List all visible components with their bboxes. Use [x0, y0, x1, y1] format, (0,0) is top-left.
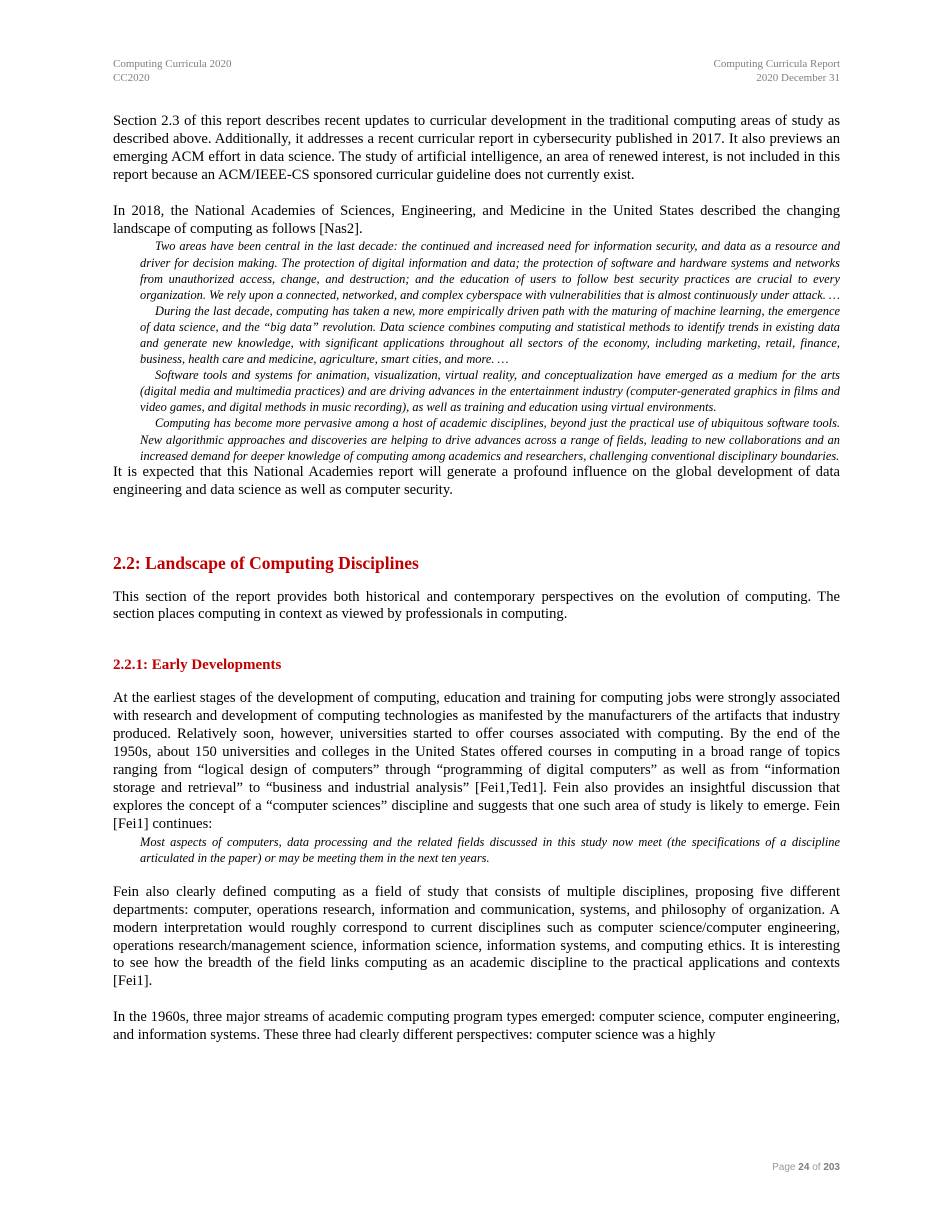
quote-paragraph: Computing has become more pervasive among a host of academic disciplines, beyond just the practical use of ubiquitous software tools. New algorithmic approaches and discoveries are helping to drive advances across a range of fields, leading to new collaborations and an increased demand for deeper knowledge of computing among academics and researchers, challenging conventional disciplinary boundaries. — [140, 416, 840, 463]
paragraph: In 2018, the National Academies of Sciences, Engineering, and Medicine in the United States described the changing landscape of computing as follows [Nas2]. — [113, 202, 840, 237]
quote-paragraph: Most aspects of computers, data processing and the related fields discussed in this study now meet (the specifications of a discipline articulated in the paper) or may be meeting them in the next ten years. — [140, 834, 840, 865]
page-footer — [772, 1162, 840, 1173]
section-heading: 2.2: Landscape of Computing Disciplines — [113, 552, 419, 573]
paragraph: In the 1960s, three major streams of academic computing program types emerged: computer science, computer engineering, and information systems. These three had clearly different perspectives: computer science was a highly — [113, 1009, 840, 1044]
paragraph: It is expected that this National Academies report will generate a profound influence on the global development of data engineering and data science as well as computer security. — [113, 463, 840, 498]
quote-paragraph: Two areas have been central in the last decade: the continued and increased need for information security, and data as a resource and driver for decision making. The protection of digital information and data; the protection of software and hardware systems and networks from unauthorized access, change, and destruction; and the education of users to follow best security practices are crucial to every organization. We rely upon a connected, networked, and complex cyberspace with vulnerabilities that is almost continuously under attack. … — [140, 239, 840, 302]
running-header-left — [113, 57, 232, 85]
quote-paragraph: During the last decade, computing has taken a new, more empirically driven path with the maturing of machine learning, the emergence of data science, and the “big data” revolution. Data science combines computing and statistical methods to identify trends in existing data and generate new knowledge, with significant applications throughout all sectors of the economy, including marketing, retail, finance, business, health care and medicine, agriculture, smart cities, and more. … — [140, 303, 840, 367]
paragraph: This section of the report provides both historical and contemporary perspectives on the evolution of computing. The section places computing in context as viewed by professionals in computing. — [113, 588, 840, 623]
paragraph: Fein also clearly defined computing as a field of study that consists of multiple disciplines, proposing five different departments: computer, operations research, information and communication, systems, and philosophy of organization. A modern interpretation would roughly correspond to current disciplines such as computer science/computer engineering, operations research/management science, information science, information systems, and computing ethics. It is interesting to see how the breadth of the field links computing as an academic discipline to the practical applications and contexts [Fei1]. — [113, 883, 840, 990]
header-date: 2020 December 31 — [756, 72, 840, 84]
page-body — [113, 113, 840, 1045]
header-subtitle: CC2020 — [113, 72, 150, 84]
page-label: Page — [772, 1162, 796, 1173]
running-header-right — [714, 57, 840, 85]
header-report-title: Computing Curricula Report — [713, 58, 840, 70]
page-number: 24 — [798, 1162, 810, 1173]
header-title: Computing Curricula 2020 — [113, 58, 232, 70]
paragraph: Section 2.3 of this report describes recent updates to curricular development in the traditional computing areas of study as described above. Additionally, it addresses a recent curricular report in cybersecurity published in 2017. It also previews an emerging ACM effort in data science. The study of artificial intelligence, an area of renewed interest, is not included in this report because an ACM/IEEE-CS sponsored curricular guideline does not currently exist. — [113, 113, 840, 183]
paragraph: At the earliest stages of the development of computing, education and training for computing jobs were strongly associated with research and development of computing technologies as manifested by the manufacturers of the artifacts that industry produced. Relatively soon, however, universities started to offer courses associated with computing. By the end of the 1950s, about 150 universities and colleges in the United States offered courses in computing in a broad range of topics ranging from “logical design of computers” through “programming of digital computers” as well as from “information storage and retrieval” to “business and industrial analysis” [Fei1,Ted1]. Fein also provides an insightful discussion that explores the concept of a “computer sciences” discipline and suggests that one such area of study is likely to emerge. Fein [Fei1] continues: — [113, 690, 840, 832]
page-total: 203 — [823, 1162, 840, 1173]
quote-paragraph: Software tools and systems for animation, visualization, virtual reality, and conceptualization have emerged as a medium for the arts (digital media and multimedia practices) and are driving advances in the entertainment industry (computer-generated graphics in films and video games, and digital methods in music recording), as well as training and education using virtual environments. — [140, 368, 840, 415]
subsection-heading: 2.2.1: Early Developments — [113, 657, 282, 674]
page-of-label: of — [812, 1162, 821, 1173]
block-quote — [140, 238, 840, 463]
block-quote — [140, 834, 840, 866]
